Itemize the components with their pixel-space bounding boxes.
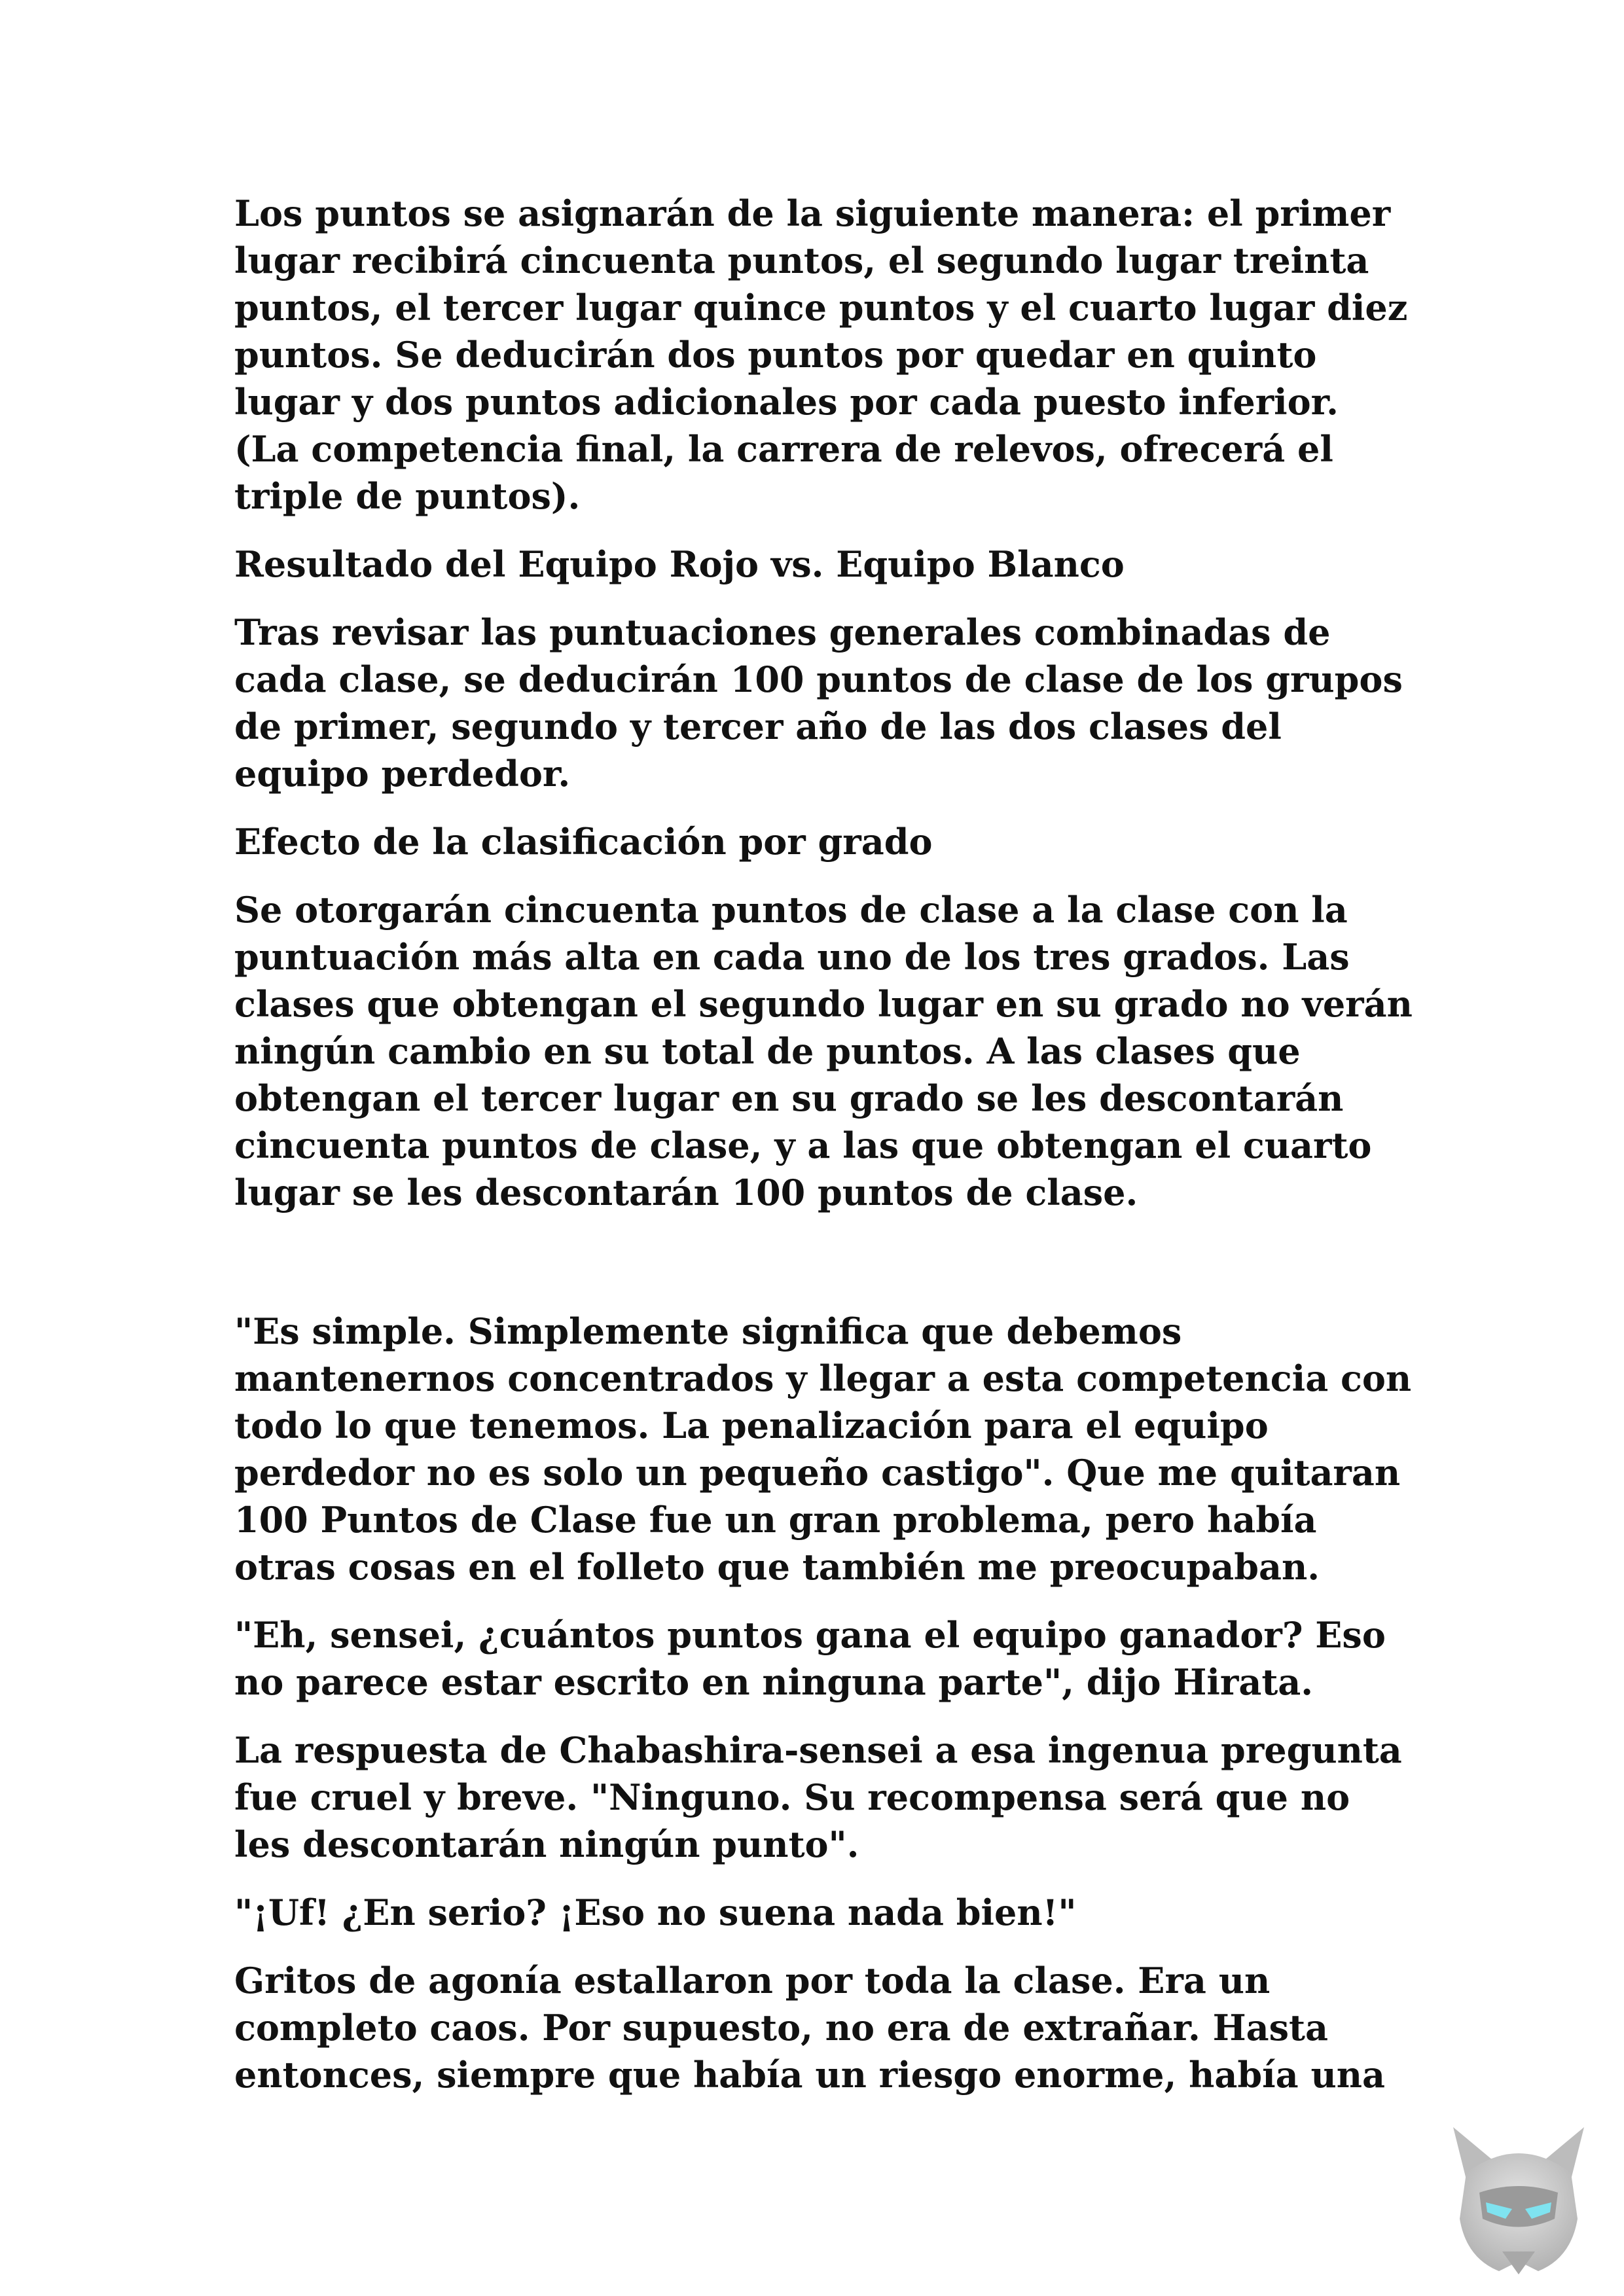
demon-mascot-icon <box>1440 2121 1597 2278</box>
document-body <box>234 190 1413 2119</box>
paragraph-exclamation: "¡Uf! ¿En serio? ¡Eso no suena nada bien!" <box>234 1892 1077 1933</box>
paragraph-dialogue-simple: "Es simple. Simplemente significa que debemos mantenernos concentrados y llegar a esta competencia con todo lo que tenemos. La penalización para el equipo perdedor no es solo un pequeño castigo". Que me quitaran 100 Puntos de Clase fue un gran problema, pero había otras cosas en el folleto que también me preocupaban. <box>234 1310 1412 1588</box>
heading-grade-ranking-effect: Efecto de la clasificación por grado <box>234 821 933 863</box>
paragraph-class-chaos: Gritos de agonía estallaron por toda la clase. Era un completo caos. Por supuesto, no era de extrañar. Hasta entonces, siempre que había un riesgo enorme, había una <box>234 1960 1385 2096</box>
paragraph-chabashira-answer: La respuesta de Chabashira-sensei a esa ingenua pregunta fue cruel y breve. "Ninguno. Su recompensa será que no les descontarán ningún punto". <box>234 1729 1402 1865</box>
paragraph-grade-ranking: Se otorgarán cincuenta puntos de clase a la clase con la puntuación más alta en cada uno de los tres grados. Las clases que obtengan el segundo lugar en su grado no verán ningún cambio en su total de puntos. A las clases que obtengan el tercer lugar en su grado se les descontarán cincuenta puntos de clase, y a las que obtengan el cuarto lugar se les descontarán 100 puntos de clase. <box>234 889 1413 1213</box>
paragraph-team-deduction: Tras revisar las puntuaciones generales combinadas de cada clase, se deducirán 100 puntos de clase de los grupos de primer, segundo y tercer año de las dos clases del equipo perdedor. <box>234 611 1403 795</box>
heading-red-vs-white-result: Resultado del Equipo Rojo vs. Equipo Blanco <box>234 543 1125 585</box>
paragraph-dialogue-hirata: "Eh, sensei, ¿cuántos puntos gana el equipo ganador? Eso no parece estar escrito en ninguna parte", dijo Hirata. <box>234 1614 1386 1703</box>
paragraph-points-allocation: Los puntos se asignarán de la siguiente manera: el primer lugar recibirá cincuenta puntos, el segundo lugar treinta puntos, el tercer lugar quince puntos y el cuarto lugar diez puntos. Se deducirán dos puntos por quedar en quinto lugar y dos puntos adicionales por cada puesto inferior. (La competencia final, la carrera de relevos, ofrecerá el triple de puntos). <box>234 192 1408 517</box>
